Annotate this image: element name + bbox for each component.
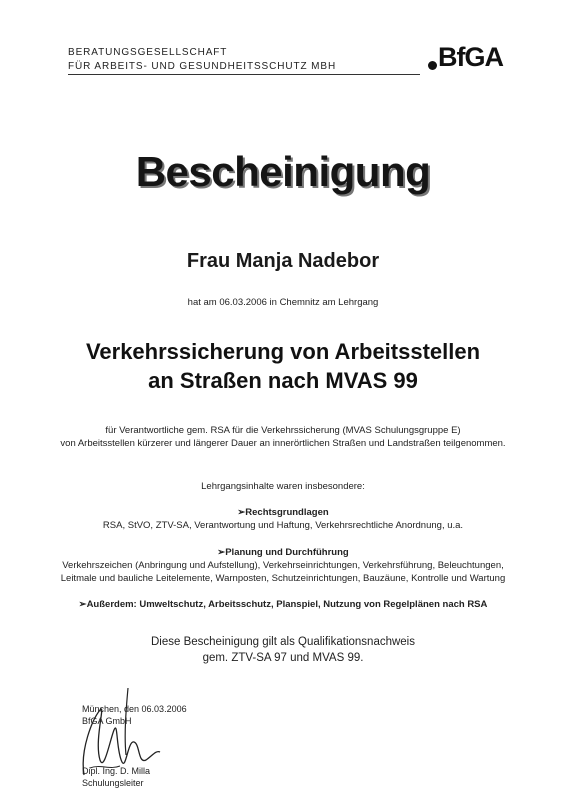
topic-line: Leitmale und bauliche Leitelemente, Warnposten, Schutzeinrichtungen, Bauzäune, Kontrolle und Wartung: [60, 573, 506, 584]
additional-topics: ➢Außerdem: Umweltschutz, Arbeitsschutz, Planspiel, Nutzung von Regelplänen nach RSA: [78, 599, 488, 610]
qualification-notice: [0, 634, 566, 666]
company-name: [68, 46, 336, 74]
topic-line: Verkehrszeichen (Anbringung und Aufstellung), Verkehrseinrichtungen, Verkehrsführung, Beleuchtungen,: [62, 560, 504, 571]
company-name-line2: FÜR ARBEITS- UND GESUNDHEITSSCHUTZ MBH: [68, 61, 337, 72]
target-group-text: [0, 424, 566, 450]
logo-dot-icon: [428, 61, 437, 70]
topic-heading: ➢Planung und Durchführung: [217, 547, 349, 558]
target-line2: von Arbeitsstellen kürzerer und längerer Dauer an innerörtlichen Straßen und Landstraßen teilgenommen.: [60, 438, 506, 449]
attendance-text: hat am 06.03.2006 in Chemnitz am Lehrgang: [187, 297, 379, 308]
header-rule: [68, 74, 420, 75]
topic-line: RSA, StVO, ZTV-SA, Verantwortung und Haftung, Verkehrsrechtliche Anordnung, u.a.: [102, 520, 464, 531]
topic-planning: [0, 546, 566, 585]
logo-text: BfGA: [438, 42, 503, 72]
qualification-line2: gem. ZTV-SA 97 und MVAS 99.: [202, 652, 364, 664]
course-title-line2: an Straßen nach MVAS 99: [148, 368, 418, 393]
signer-name: Dipl. Ing. D. Milla: [82, 766, 151, 776]
qualification-line1: Diese Bescheinigung gilt als Qualifikationsnachweis: [150, 636, 415, 648]
contents-intro: Lehrgangsinhalte waren insbesondere:: [201, 481, 365, 492]
target-line1: für Verantwortliche gem. RSA für die Verkehrssicherung (MVAS Schulungsgruppe E): [105, 425, 461, 436]
topic-heading: ➢Rechtsgrundlagen: [237, 507, 329, 518]
signer-role: Schulungsleiter: [82, 778, 144, 788]
course-title: [0, 337, 566, 395]
place-date: München, den 06.03.2006: [82, 704, 187, 714]
topic-legal: [0, 506, 566, 532]
signature-org: BfGA GmbH: [82, 716, 132, 726]
certificate-title: Bescheinigung: [135, 148, 431, 195]
company-name-line1: BERATUNGSGESELLSCHAFT: [68, 47, 228, 58]
recipient-name: Frau Manja Nadebor: [186, 250, 380, 272]
bfga-logo: [428, 40, 538, 76]
signature-block: [82, 703, 187, 789]
course-title-line1: Verkehrssicherung von Arbeitsstellen: [85, 339, 481, 364]
